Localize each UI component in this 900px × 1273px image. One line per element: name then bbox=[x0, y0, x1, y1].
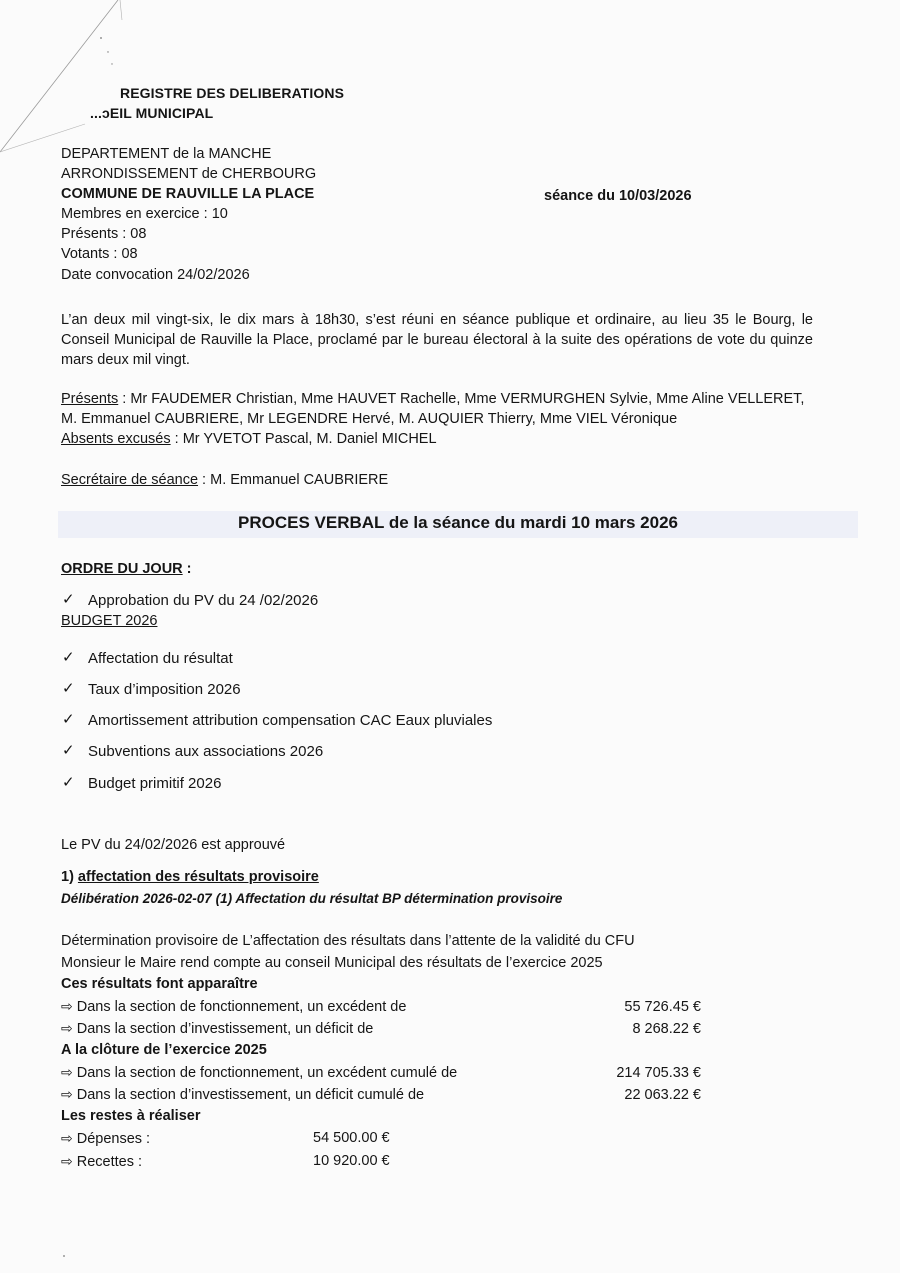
closing-heading: A la clôture de l’exercice 2025 bbox=[61, 1042, 267, 1058]
commune: COMMUNE DE RAUVILLE LA PLACE bbox=[61, 186, 315, 202]
closing-row bbox=[61, 1086, 424, 1103]
agenda-item: Amortissement attribution compensation CAC Eaux pluviales bbox=[88, 712, 493, 729]
pv-approved-note: Le PV du 24/02/2026 est approuvé bbox=[61, 837, 286, 853]
remaining-amount: 54 500.00 € bbox=[313, 1130, 390, 1146]
closing-row bbox=[61, 1064, 457, 1081]
remaining-label: Recettes : bbox=[76, 1154, 143, 1170]
convocation-date: Date convocation 24/02/2026 bbox=[61, 267, 250, 283]
present-count: Présents : 08 bbox=[61, 226, 147, 242]
result-label: Dans la section de fonctionnement, un excédent de bbox=[76, 999, 407, 1015]
secretary-label: Secrétaire de séance bbox=[61, 472, 199, 488]
secretary-name: : M. Emmanuel CAUBRIERE bbox=[198, 472, 389, 488]
agenda-item: Subventions aux associations 2026 bbox=[88, 743, 324, 760]
agenda-heading-text: ORDRE DU JOUR bbox=[61, 561, 183, 577]
section-1-title: affectation des résultats provisoire bbox=[77, 869, 319, 885]
remaining-row bbox=[61, 1153, 142, 1170]
council-label: ...ɔEIL MUNICIPAL bbox=[90, 105, 214, 121]
result-amount: 55 726.45 € bbox=[624, 999, 701, 1015]
checkmark-icon: ✓ bbox=[62, 591, 75, 608]
session-date: séance du 10/03/2026 bbox=[544, 188, 692, 204]
arrondissement: ARRONDISSEMENT de CHERBOURG bbox=[61, 166, 317, 182]
closing-amount: 22 063.22 € bbox=[624, 1087, 701, 1103]
result-row bbox=[61, 1020, 373, 1037]
absent-list: : Mr YVETOT Pascal, M. Daniel MICHEL bbox=[170, 431, 437, 447]
absent-label: Absents excusés bbox=[61, 431, 171, 447]
checkmark-icon: ✓ bbox=[62, 711, 75, 728]
absent-members bbox=[61, 431, 437, 447]
closing-amount: 214 705.33 € bbox=[616, 1065, 701, 1081]
members-count: Membres en exercice : 10 bbox=[61, 206, 228, 222]
agenda-item: Affectation du résultat bbox=[88, 650, 233, 667]
agenda-item: Budget primitif 2026 bbox=[88, 775, 222, 792]
scan-speck bbox=[63, 1255, 65, 1257]
result-row bbox=[61, 998, 406, 1015]
register-title: REGISTRE DES DELIBERATIONS bbox=[120, 85, 345, 101]
arrow-right-icon: ⇨ bbox=[61, 1064, 73, 1080]
result-label: Dans la section d’investissement, un déficit de bbox=[76, 1021, 374, 1037]
results-heading: Ces résultats font apparaître bbox=[61, 976, 258, 992]
remaining-amount: 10 920.00 € bbox=[313, 1153, 390, 1169]
closing-label: Dans la section de fonctionnement, un excédent cumulé de bbox=[76, 1065, 458, 1081]
remaining-row bbox=[61, 1130, 150, 1147]
agenda-item: Taux d’imposition 2026 bbox=[88, 681, 241, 698]
result-amount: 8 268.22 € bbox=[632, 1021, 701, 1037]
provisional-determination: Détermination provisoire de L’affectation des résultats dans l’attente de la validité du CFU bbox=[61, 933, 635, 949]
checkmark-icon: ✓ bbox=[62, 680, 75, 697]
present-list-continued: M. Emmanuel CAUBRIERE, Mr LEGENDRE Hervé, M. AUQUIER Thierry, Mme VIEL Véronique bbox=[61, 411, 678, 427]
intro-paragraph: L’an deux mil vingt-six, le dix mars à 18h30, s’est réuni en séance publique et ordinaire, au lieu 35 le Bourg, le Conseil Municipal de Rauville la Place, proclamé par le bureau électoral à la suite des opérations de vote du quinze mars deux mil vingt. bbox=[61, 312, 813, 368]
present-label: Présents bbox=[61, 391, 119, 407]
agenda-heading-suffix: : bbox=[182, 561, 192, 577]
mayor-report: Monsieur le Maire rend compte au conseil Municipal des résultats de l’exercice 2025 bbox=[61, 955, 603, 971]
session-secretary bbox=[61, 472, 388, 488]
arrow-right-icon: ⇨ bbox=[61, 1020, 73, 1036]
checkmark-icon: ✓ bbox=[62, 774, 75, 791]
arrow-right-icon: ⇨ bbox=[61, 1086, 73, 1102]
department: DEPARTEMENT de la MANCHE bbox=[61, 146, 272, 162]
section-1-heading bbox=[61, 869, 319, 885]
voters-count: Votants : 08 bbox=[61, 246, 138, 262]
section-1-number: 1) bbox=[61, 869, 78, 885]
folded-corner-mark bbox=[0, 0, 130, 160]
agenda-heading bbox=[61, 561, 192, 577]
agenda-item-pv-approval: Approbation du PV du 24 /02/2026 bbox=[88, 592, 319, 609]
present-members bbox=[61, 391, 804, 407]
arrow-right-icon: ⇨ bbox=[61, 998, 73, 1014]
checkmark-icon: ✓ bbox=[62, 649, 75, 666]
minutes-title: PROCES VERBAL de la séance du mardi 10 mars 2026 bbox=[238, 513, 678, 532]
checkmark-icon: ✓ bbox=[62, 742, 75, 759]
remaining-heading: Les restes à réaliser bbox=[61, 1108, 201, 1124]
closing-label: Dans la section d’investissement, un déficit cumulé de bbox=[76, 1087, 425, 1103]
present-list: : Mr FAUDEMER Christian, Mme HAUVET Rachelle, Mme VERMURGHEN Sylvie, Mme Aline VELLERET, bbox=[118, 391, 805, 407]
arrow-right-icon: ⇨ bbox=[61, 1130, 73, 1146]
deliberation-reference: Délibération 2026-02-07 (1) Affectation du résultat BP détermination provisoire bbox=[61, 891, 563, 906]
remaining-label: Dépenses : bbox=[76, 1131, 151, 1147]
arrow-right-icon: ⇨ bbox=[61, 1153, 73, 1169]
budget-heading: BUDGET 2026 bbox=[61, 613, 158, 629]
